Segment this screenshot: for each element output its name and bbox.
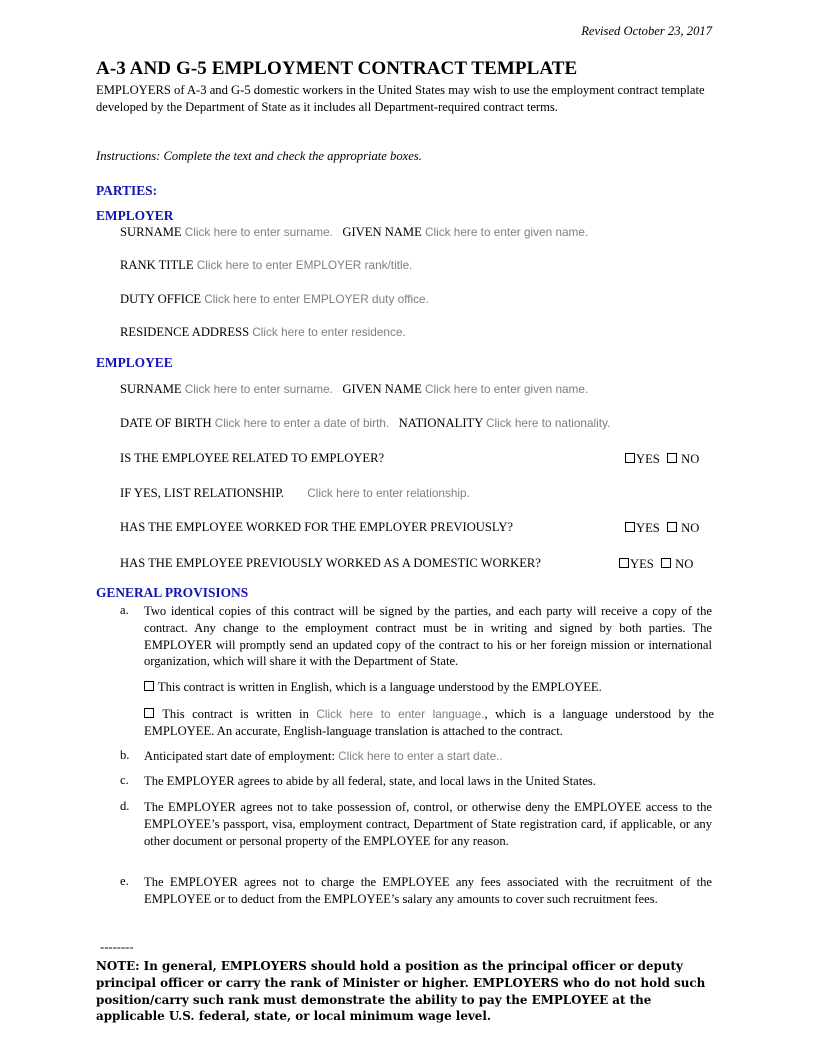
provision-b bbox=[120, 748, 714, 766]
relationship-row bbox=[120, 486, 470, 501]
worked-no-checkbox[interactable] bbox=[667, 522, 677, 532]
related-options bbox=[625, 452, 699, 467]
start-date-field[interactable]: Click here to enter a start date.. bbox=[338, 749, 503, 763]
intro-paragraph: EMPLOYERS of A-3 and G-5 domestic workers in the United States may wish to use the employment contract template developed by the Department of State as it includes all Department-required contract terms. bbox=[96, 83, 705, 114]
domestic-yes-checkbox[interactable] bbox=[619, 558, 629, 568]
provision-c-marker: c. bbox=[120, 773, 129, 787]
provision-b-marker: b. bbox=[120, 748, 130, 762]
question-domestic-worker: HAS THE EMPLOYEE PREVIOUSLY WORKED AS A DOMESTIC WORKER? bbox=[120, 556, 541, 570]
employer-given-field[interactable]: Click here to enter given name. bbox=[424, 225, 589, 239]
provision-e-marker: e. bbox=[120, 874, 129, 888]
footnote-separator: -------- bbox=[100, 940, 134, 954]
employer-rank-label: RANK TITLE bbox=[120, 258, 194, 272]
worked-no-label: NO bbox=[681, 521, 700, 535]
provision-d-text: The EMPLOYER agrees not to take possession of, control, or otherwise deny the EMPLOYEE access to the EMPLOYEE’s passport, visa, employment contract, Department of State registration card, if applicable, or any other document or personal property of the EMPLOYEE for any reason. bbox=[144, 800, 712, 848]
related-yes-checkbox[interactable] bbox=[625, 453, 635, 463]
provision-c-text: The EMPLOYER agrees to abide by all federal, state, and local laws in the United States. bbox=[144, 774, 596, 788]
employee-given-field[interactable]: Click here to enter given name. bbox=[424, 382, 589, 396]
employee-dob-field[interactable]: Click here to enter a date of birth. bbox=[214, 416, 390, 430]
footnote-note: NOTE: In general, EMPLOYERS should hold a position as the principal officer or deputy principal officer or carry the rank of Minister or higher. EMPLOYERS who do not hold such position/carry such rank must demonstrate the ability to pay the EMPLOYEE at the applicable U.S. federal, state, or local minimum wage level. bbox=[96, 959, 706, 1024]
provision-b-row bbox=[144, 748, 712, 765]
domestic-yes-label: YES bbox=[630, 557, 654, 571]
provision-e-text: The EMPLOYER agrees not to charge the EMPLOYEE any fees associated with the recruitment of the EMPLOYEE or to deduct from the EMPLOYEE’s salary any amounts to cover such recruitment fees. bbox=[144, 875, 712, 906]
provision-e bbox=[120, 874, 714, 926]
employer-surname-field[interactable]: Click here to enter surname. bbox=[184, 225, 333, 239]
employer-rank-row bbox=[120, 258, 412, 273]
related-no-checkbox[interactable] bbox=[667, 453, 677, 463]
general-provisions-heading: GENERAL PROVISIONS bbox=[96, 585, 249, 600]
employee-nationality-label: NATIONALITY bbox=[398, 416, 483, 430]
employee-surname-label: SURNAME bbox=[120, 382, 182, 396]
employer-duty-field[interactable]: Click here to enter EMPLOYER duty office. bbox=[204, 292, 429, 306]
provision-c bbox=[120, 773, 714, 791]
question-worked-previously: HAS THE EMPLOYEE WORKED FOR THE EMPLOYER PREVIOUSLY? bbox=[120, 520, 514, 534]
employee-given-label: GIVEN NAME bbox=[342, 382, 422, 396]
related-no-label: NO bbox=[681, 452, 700, 466]
domestic-no-label: NO bbox=[675, 557, 694, 571]
provision-d bbox=[120, 799, 714, 867]
provision-a-text: Two identical copies of this contract will be signed by the parties, and each party will receive a copy of the contract. Any change to the employment contract must be in writing and signed by both parties. The EMPLOYER will promptly send an updated copy of the contract to his or her foreign mission or international organization, which will share it with the Department of State. bbox=[144, 604, 712, 669]
employee-name-row bbox=[120, 382, 588, 397]
domestic-options bbox=[619, 557, 693, 572]
relationship-field[interactable]: Click here to enter relationship. bbox=[307, 486, 470, 500]
provision-d-marker: d. bbox=[120, 799, 130, 813]
employer-residence-row bbox=[120, 325, 406, 340]
employer-given-label: GIVEN NAME bbox=[342, 225, 422, 239]
english-checkbox[interactable] bbox=[144, 681, 154, 691]
provision-b-text: Anticipated start date of employment: bbox=[144, 749, 335, 763]
other-language-post: , which is a language understood by the EMPLOYEE. An accurate, English-language translation is attached to the contract. bbox=[144, 707, 714, 738]
employer-rank-field[interactable]: Click here to enter EMPLOYER rank/title. bbox=[196, 258, 413, 272]
employer-heading: EMPLOYER bbox=[96, 208, 174, 223]
instructions: Instructions: Complete the text and check the appropriate boxes. bbox=[96, 149, 422, 163]
language-field[interactable]: Click here to enter language. bbox=[316, 707, 485, 721]
employee-dob-row bbox=[120, 416, 610, 431]
parties-heading: PARTIES: bbox=[96, 183, 158, 198]
worked-options bbox=[625, 521, 699, 536]
employer-surname-label: SURNAME bbox=[120, 225, 182, 239]
employer-name-row bbox=[120, 225, 588, 240]
worked-yes-checkbox[interactable] bbox=[625, 522, 635, 532]
employee-dob-label: DATE OF BIRTH bbox=[120, 416, 212, 430]
employer-residence-field[interactable]: Click here to enter residence. bbox=[252, 325, 406, 339]
worked-yes-label: YES bbox=[636, 521, 660, 535]
english-option-text: This contract is written in English, which is a language understood by the EMPLOYEE. bbox=[157, 680, 602, 694]
relationship-label: IF YES, LIST RELATIONSHIP. bbox=[120, 486, 285, 500]
revised-date: Revised October 23, 2017 bbox=[581, 24, 712, 38]
other-language-pre: This contract is written in bbox=[162, 707, 309, 721]
domestic-no-checkbox[interactable] bbox=[661, 558, 671, 568]
question-related: IS THE EMPLOYEE RELATED TO EMPLOYER? bbox=[120, 451, 385, 465]
english-option bbox=[144, 679, 714, 696]
employee-surname-field[interactable]: Click here to enter surname. bbox=[184, 382, 333, 396]
provision-a-marker: a. bbox=[120, 603, 129, 617]
employee-heading: EMPLOYEE bbox=[96, 355, 173, 370]
employer-duty-label: DUTY OFFICE bbox=[120, 292, 202, 306]
page-title: A-3 AND G-5 EMPLOYMENT CONTRACT TEMPLATE bbox=[96, 58, 578, 79]
other-language-option bbox=[144, 706, 714, 740]
employee-nationality-field[interactable]: Click here to nationality. bbox=[485, 416, 611, 430]
employer-duty-row bbox=[120, 292, 429, 307]
other-language-checkbox[interactable] bbox=[144, 708, 154, 718]
employer-residence-label: RESIDENCE ADDRESS bbox=[120, 325, 250, 339]
related-yes-label: YES bbox=[636, 452, 660, 466]
provision-a bbox=[120, 603, 714, 671]
